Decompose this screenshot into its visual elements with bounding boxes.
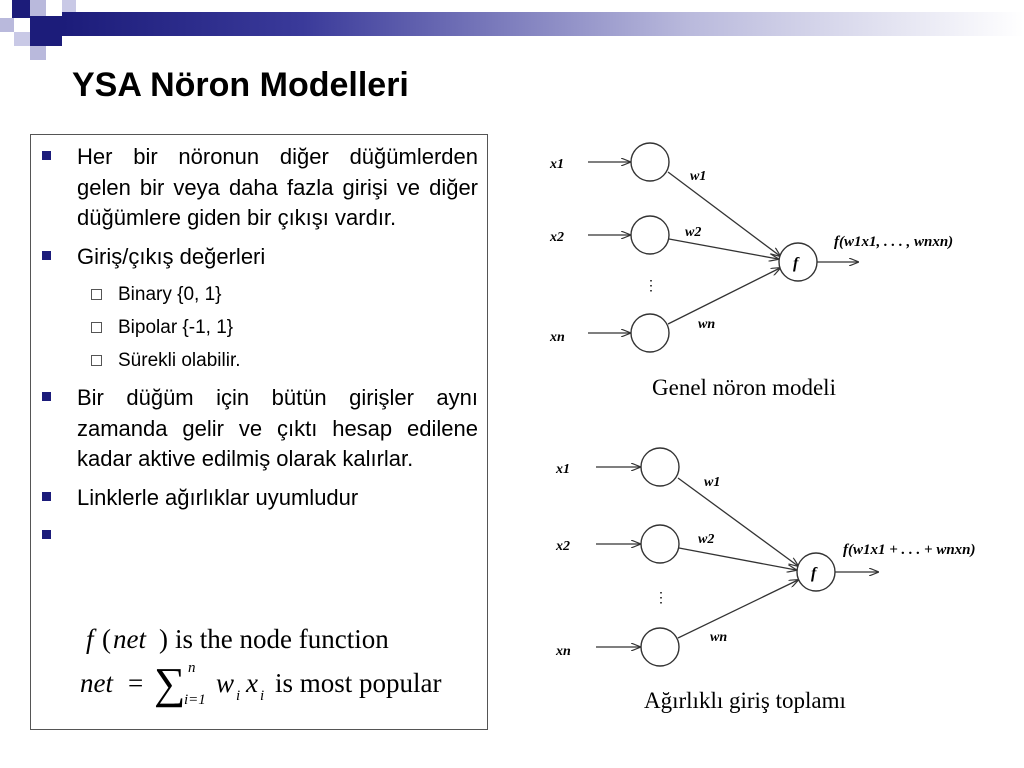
formula-sum-symbol: ∑ — [154, 659, 186, 708]
list-item — [42, 521, 478, 539]
list-item — [42, 383, 478, 475]
formula-line1-text: is the node function — [175, 624, 389, 654]
hollow-square-icon — [91, 289, 102, 300]
input-node — [641, 628, 679, 666]
weight-connection — [678, 478, 798, 566]
formula-paren-close: ) — [159, 624, 168, 654]
formula — [80, 620, 480, 710]
input-node — [631, 143, 669, 181]
sub-list-item — [91, 278, 478, 311]
input-node — [631, 216, 669, 254]
formula-w: w — [216, 668, 235, 698]
deco-square — [62, 0, 76, 12]
deco-square — [0, 18, 14, 32]
input-label: xn — [556, 644, 571, 659]
formula-f: f — [86, 624, 94, 654]
input-node — [641, 448, 679, 486]
input-node — [631, 314, 669, 352]
formula-equals: = — [128, 668, 144, 698]
output-label: f(w1x1 + . . . + wnxn) — [843, 542, 976, 558]
formula-paren-open: ( — [102, 624, 111, 654]
header-gradient-bar — [62, 12, 1024, 36]
deco-square — [30, 16, 62, 46]
hollow-square-icon — [91, 322, 102, 333]
weight-connection — [668, 268, 780, 324]
input-label: x1 — [550, 157, 564, 172]
activation-label: f — [811, 565, 817, 582]
bullet-square-icon — [42, 251, 51, 260]
sub-list-item — [91, 311, 478, 344]
formula-x: x — [246, 668, 258, 698]
sub-item-text: Binary {0, 1} — [118, 283, 222, 305]
hollow-square-icon — [91, 355, 102, 366]
sub-list — [91, 278, 478, 377]
ellipsis-icon: ⋮ — [644, 279, 658, 294]
deco-square — [30, 0, 46, 16]
sub-list-item — [91, 344, 478, 377]
bullet-square-icon — [42, 492, 51, 501]
formula-sum-lower: i=1 — [184, 692, 206, 708]
weight-label: w1 — [704, 475, 721, 490]
weight-connection — [668, 172, 780, 256]
activation-label: f — [793, 255, 799, 272]
input-node — [641, 525, 679, 563]
page-title: YSA Nöron Modelleri — [72, 66, 409, 104]
neuron-diagram-general — [530, 128, 1000, 368]
input-label: x2 — [556, 539, 570, 554]
weight-label: wn — [698, 317, 716, 332]
bullet-text: Linklerle ağırlıklar uyumludur — [77, 484, 359, 510]
input-label: x1 — [556, 462, 570, 477]
list-item — [42, 142, 478, 234]
weight-label: w2 — [685, 225, 702, 240]
deco-square — [30, 46, 46, 60]
list-item — [42, 242, 478, 273]
formula-w-sub: i — [236, 688, 241, 704]
input-label: xn — [550, 330, 565, 345]
weight-label: wn — [710, 630, 728, 645]
output-label: f(w1x1, . . . , wnxn) — [834, 234, 954, 250]
weight-connection — [678, 580, 798, 638]
formula-line2-text: is most popular — [275, 668, 442, 698]
formula-sum-upper: n — [188, 660, 196, 676]
sub-item-text: Sürekli olabilir. — [118, 349, 241, 371]
bullet-text: Bir düğüm için bütün girişler aynı zamanda gelir ve çıktı hesap edilene kadar aktive edilmiş olarak kalırlar. — [77, 385, 478, 471]
weight-label: w1 — [690, 169, 707, 184]
bullet-square-icon — [42, 530, 51, 539]
formula-x-sub: i — [260, 688, 265, 704]
diagram-caption: Genel nöron modeli — [652, 375, 836, 400]
bullet-text: Her bir nöronun diğer düğümlerden gelen bir veya daha fazla girişi ve diğer düğümlere giden bir çıkışı vardır. — [77, 144, 478, 230]
sub-item-text: Bipolar {-1, 1} — [118, 316, 234, 338]
deco-square — [12, 0, 30, 18]
weight-label: w2 — [698, 532, 715, 547]
deco-square — [14, 32, 30, 46]
list-item — [42, 483, 478, 514]
bullet-text: Giriş/çıkış değerleri — [77, 243, 266, 269]
ellipsis-icon: ⋮ — [654, 591, 668, 606]
bullet-square-icon — [42, 392, 51, 401]
formula-net: net — [113, 624, 146, 654]
diagram-caption: Ağırlıklı giriş toplamı — [644, 688, 846, 713]
bullet-list — [42, 142, 478, 547]
formula-net-2: net — [80, 668, 113, 698]
input-label: x2 — [550, 230, 564, 245]
neuron-diagram-weighted-sum — [540, 440, 1020, 690]
bullet-square-icon — [42, 151, 51, 160]
